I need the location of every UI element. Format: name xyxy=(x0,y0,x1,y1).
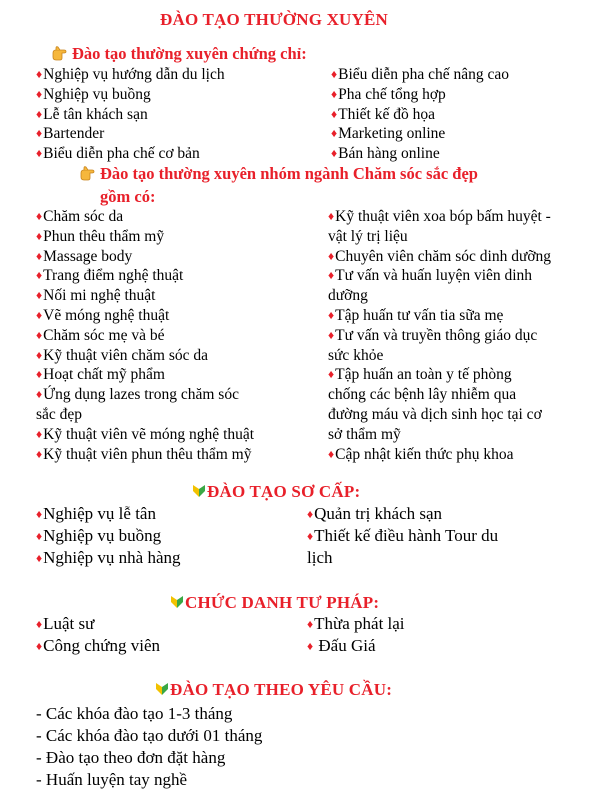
red-diamond-icon: ♦ xyxy=(307,529,314,543)
list-item xyxy=(36,425,254,444)
red-diamond-icon: ♦ xyxy=(328,446,335,461)
list-item xyxy=(36,227,164,246)
request-title xyxy=(155,680,392,700)
red-diamond-icon: ♦ xyxy=(328,308,335,322)
list-item xyxy=(36,144,200,163)
list-item-text: chống các bệnh lây nhiễm qua xyxy=(328,386,517,404)
list-item-text: Kỹ thuật viên vẽ móng nghệ thuật xyxy=(43,425,255,443)
list-item xyxy=(307,503,442,525)
red-diamond-icon: ♦ xyxy=(36,529,43,543)
list-item-text: Tư vấn và huấn luyện viên dinh xyxy=(335,267,533,285)
red-diamond-icon: ♦ xyxy=(331,146,338,161)
red-diamond-icon: ♦ xyxy=(307,507,314,521)
red-diamond-icon: ♦ xyxy=(36,327,43,342)
list-item-text: Chăm sóc mẹ và bé xyxy=(43,326,165,344)
list-item-text: Massage body xyxy=(43,247,133,265)
red-diamond-icon: ♦ xyxy=(36,248,43,263)
beginner-leaf-icon xyxy=(192,484,206,498)
list-item-text: Marketing online xyxy=(338,125,446,143)
red-diamond-icon: ♦ xyxy=(328,248,335,263)
list-item-text: Biểu diễn pha chế cơ bản xyxy=(43,145,200,163)
list-item xyxy=(331,85,446,104)
red-diamond-icon: ♦ xyxy=(36,446,43,461)
pointing-hand-icon xyxy=(52,45,70,61)
red-diamond-icon: ♦ xyxy=(328,367,335,382)
list-item xyxy=(36,525,161,547)
list-item-text: sở thẩm mỹ xyxy=(328,425,401,443)
list-item xyxy=(331,124,445,143)
red-diamond-icon: ♦ xyxy=(307,639,314,653)
list-item-text: Vẽ móng nghệ thuật xyxy=(43,307,170,324)
basic-title xyxy=(192,482,360,502)
red-diamond-icon: ♦ xyxy=(36,308,43,322)
list-item xyxy=(328,227,408,246)
list-item xyxy=(36,445,251,464)
pointing-hand-icon xyxy=(80,165,98,181)
beauty-heading-line2: gồm có: xyxy=(100,187,156,206)
beginner-leaf-icon xyxy=(155,682,169,696)
list-item-text: Nghiệp vụ buồng xyxy=(43,526,162,545)
list-item xyxy=(307,635,376,657)
red-diamond-icon: ♦ xyxy=(328,327,335,342)
list-item xyxy=(36,385,239,404)
list-item-text: Pha chế tổng hợp xyxy=(338,85,446,103)
red-diamond-icon: ♦ xyxy=(328,209,335,223)
list-item xyxy=(328,286,368,305)
list-item xyxy=(36,266,183,285)
list-item-text: lịch xyxy=(307,548,333,567)
list-item-text: Tập huấn an toàn y tế phòng xyxy=(335,366,512,384)
red-diamond-icon: ♦ xyxy=(36,507,43,521)
red-diamond-icon: ♦ xyxy=(36,67,43,81)
list-item xyxy=(36,613,94,635)
red-diamond-icon: ♦ xyxy=(36,228,43,243)
list-item xyxy=(328,247,551,266)
list-item xyxy=(36,346,208,365)
list-item xyxy=(36,247,132,266)
list-item-text: Kỹ thuật viên xoa bóp bấm huyệt - xyxy=(335,208,551,225)
cert-heading xyxy=(52,44,307,64)
list-item xyxy=(36,703,232,725)
list-item-text: - Các khóa đào tạo dưới 01 tháng xyxy=(36,726,263,745)
main-title: ĐÀO TẠO THƯỜNG XUYÊN xyxy=(160,10,389,29)
list-item-text: Quản trị khách sạn xyxy=(314,504,443,523)
list-item-text: Lễ tân khách sạn xyxy=(43,105,148,123)
list-item xyxy=(36,306,169,325)
list-item-text: Thừa phát lại xyxy=(314,614,405,633)
list-item xyxy=(328,405,542,424)
list-item-text: Cập nhật kiến thức phụ khoa xyxy=(335,445,514,463)
list-item-text: - Các khóa đào tạo 1-3 tháng xyxy=(36,704,233,723)
list-item-text: Thiết kế điều hành Tour du xyxy=(314,526,499,545)
list-item-text: Tư vấn và truyền thông giáo dục xyxy=(335,326,538,344)
red-diamond-icon: ♦ xyxy=(331,67,338,81)
red-diamond-icon: ♦ xyxy=(36,426,43,441)
red-diamond-icon: ♦ xyxy=(36,126,43,141)
list-item xyxy=(36,547,181,569)
list-item-text: Thiết kế đồ họa xyxy=(338,105,435,123)
list-item-text: Bán hàng online xyxy=(338,145,440,163)
list-item xyxy=(307,547,333,569)
judicial-title-text: CHỨC DANH TƯ PHÁP: xyxy=(185,593,380,612)
red-diamond-icon: ♦ xyxy=(36,387,43,402)
red-diamond-icon: ♦ xyxy=(331,106,338,121)
list-item-text: Chăm sóc da xyxy=(43,208,124,225)
list-item xyxy=(331,105,435,124)
list-item-text: Nghiệp vụ nhà hàng xyxy=(43,548,181,567)
list-item-text: Luật sư xyxy=(43,614,95,633)
beauty-heading xyxy=(80,164,478,184)
red-diamond-icon: ♦ xyxy=(328,268,335,283)
list-item xyxy=(307,525,498,547)
list-item-text: Biểu diễn pha chế nâng cao xyxy=(338,66,509,83)
list-item xyxy=(36,286,156,305)
red-diamond-icon: ♦ xyxy=(36,86,43,101)
judicial-title xyxy=(170,593,379,613)
list-item xyxy=(36,725,262,747)
list-item xyxy=(328,266,532,285)
red-diamond-icon: ♦ xyxy=(36,367,43,382)
red-diamond-icon: ♦ xyxy=(36,639,43,653)
list-item xyxy=(331,144,440,163)
list-item xyxy=(36,326,165,345)
list-item xyxy=(328,385,516,404)
red-diamond-icon: ♦ xyxy=(36,268,43,283)
list-item xyxy=(36,769,187,791)
list-item xyxy=(328,306,503,325)
red-diamond-icon: ♦ xyxy=(36,209,43,223)
list-item-text: Đấu Giá xyxy=(314,636,376,655)
list-item-text: Hoạt chất mỹ phẩm xyxy=(43,366,165,384)
list-item xyxy=(36,124,104,143)
list-item xyxy=(328,425,401,444)
list-item xyxy=(36,503,156,525)
request-title-text: ĐÀO TẠO THEO YÊU CẦU: xyxy=(170,680,393,699)
list-item-text: - Đào tạo theo đơn đặt hàng xyxy=(36,748,226,767)
beginner-leaf-icon xyxy=(170,595,184,609)
list-item-text: Kỹ thuật viên chăm sóc da xyxy=(43,346,208,364)
list-item xyxy=(36,635,160,657)
list-item-text: Nối mi nghệ thuật xyxy=(43,287,156,305)
list-item xyxy=(36,365,165,384)
list-item-text: Nghiệp vụ buồng xyxy=(43,85,151,103)
list-item xyxy=(328,326,537,345)
list-item xyxy=(36,85,151,104)
red-diamond-icon: ♦ xyxy=(36,617,43,631)
red-diamond-icon: ♦ xyxy=(36,347,43,362)
list-item-text: Trang điểm nghệ thuật xyxy=(43,267,184,285)
list-item-text: Công chứng viên xyxy=(43,636,160,655)
list-item-text: Tập huấn tư vấn tia sữa mẹ xyxy=(335,307,504,324)
list-item-text: Phun thêu thẩm mỹ xyxy=(43,227,165,245)
red-diamond-icon: ♦ xyxy=(36,551,43,565)
list-item xyxy=(36,105,148,124)
list-item xyxy=(328,445,514,464)
list-item-text: Nghiệp vụ hướng dẫn du lịch xyxy=(43,66,225,83)
list-item-text: Ứng dụng lazes trong chăm sóc xyxy=(43,386,239,404)
list-item xyxy=(328,207,551,226)
red-diamond-icon: ♦ xyxy=(36,288,43,303)
red-diamond-icon: ♦ xyxy=(307,617,314,631)
list-item-text: - Huấn luyện tay nghề xyxy=(36,770,188,789)
list-item xyxy=(328,365,512,384)
list-item xyxy=(36,405,82,424)
list-item xyxy=(36,747,225,769)
red-diamond-icon: ♦ xyxy=(36,146,43,161)
list-item-text: vật lý trị liệu xyxy=(328,227,408,245)
list-item-text: Kỹ thuật viên phun thêu thẩm mỹ xyxy=(43,445,252,463)
red-diamond-icon: ♦ xyxy=(331,126,338,141)
list-item-text: sắc đẹp xyxy=(36,406,83,423)
list-item-text: sức khỏe xyxy=(328,346,384,364)
list-item xyxy=(36,207,123,226)
red-diamond-icon: ♦ xyxy=(36,106,43,121)
list-item xyxy=(328,346,383,365)
list-item-text: đường máu và dịch sinh học tại cơ xyxy=(328,406,542,423)
list-item-text: Chuyên viên chăm sóc dinh dưỡng xyxy=(335,247,552,265)
list-item xyxy=(36,65,225,84)
list-item xyxy=(307,613,405,635)
cert-heading-text: Đào tạo thường xuyên chứng chỉ: xyxy=(72,44,307,63)
basic-title-text: ĐÀO TẠO SƠ CẤP: xyxy=(207,482,361,501)
list-item-text: dưỡng xyxy=(328,287,368,305)
red-diamond-icon: ♦ xyxy=(331,86,338,101)
beauty-heading-text: Đào tạo thường xuyên nhóm ngành Chăm sóc sắc đẹp xyxy=(100,164,478,183)
list-item-text: Bartender xyxy=(43,125,105,143)
list-item-text: Nghiệp vụ lễ tân xyxy=(43,504,156,523)
list-item xyxy=(331,65,509,84)
